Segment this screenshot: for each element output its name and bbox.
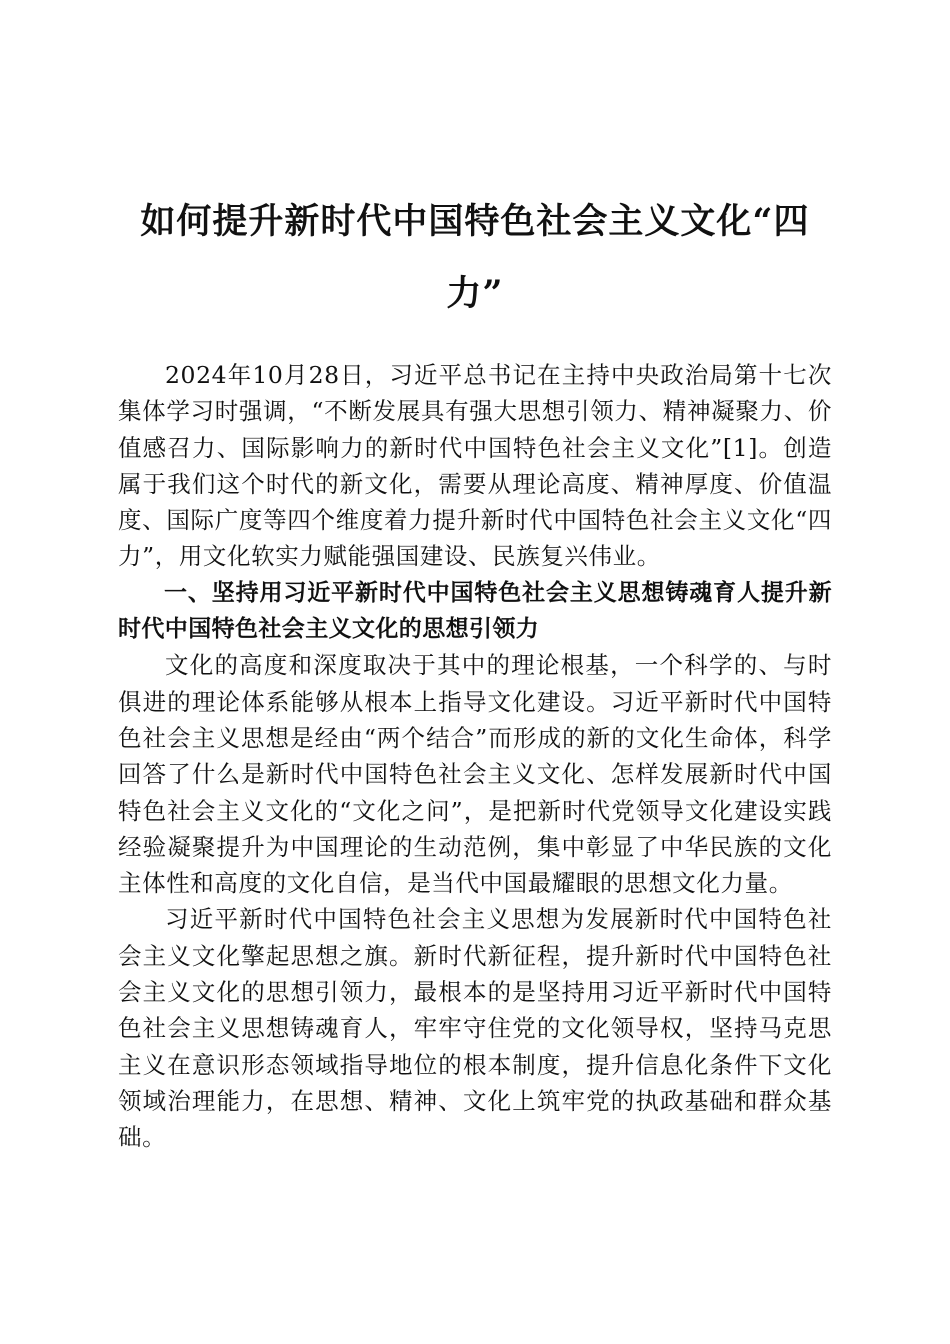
body-paragraph: 习近平新时代中国特色社会主义思想为发展新时代中国特色社会主义文化擎起思想之旗。新时代新征程，提升新时代中国特色社会主义文化的思想引领力，最根本的是坚持用习近平新时代中国特色社会主义思想铸魂育人，牢牢守住党的文化领导权，坚持马克思主义在意识形态领域指导地位的根本制度，提升信息化条件下文化领域治理能力，在思想、精神、文化上筑牢党的执政基础和群众基础。 bbox=[118, 905, 832, 1152]
section-heading: 一、坚持用习近平新时代中国特色社会主义思想铸魂育人提升新时代中国特色社会主义文化的思想引领力 bbox=[118, 579, 832, 643]
intro-paragraph: 2024年10月28日，习近平总书记在主持中央政治局第十七次集体学习时强调，“不断发展具有强大思想引领力、精神凝聚力、价值感召力、国际影响力的新时代中国特色社会主义文化”[1]。创造属于我们这个时代的新文化，需要从理论高度、精神厚度、价值温度、国际广度等四个维度着力提升新时代中国特色社会主义文化“四力”，用文化软实力赋能强国建设、民族复兴伟业。 bbox=[118, 361, 832, 571]
body-paragraph: 文化的高度和深度取决于其中的理论根基，一个科学的、与时俱进的理论体系能够从根本上指导文化建设。习近平新时代中国特色社会主义思想是经由“两个结合”而形成的新的文化生命体，科学回答了什么是新时代中国特色社会主义文化、怎样发展新时代中国特色社会主义文化的“文化之问”，是把新时代党领导文化建设实践经验凝聚提升为中国理论的生动范例，集中彰显了中华民族的文化主体性和高度的文化自信，是当代中国最耀眼的思想文化力量。 bbox=[118, 651, 832, 898]
document-title: 如何提升新时代中国特色社会主义文化“四力” bbox=[140, 201, 810, 314]
document-body bbox=[118, 357, 832, 1156]
